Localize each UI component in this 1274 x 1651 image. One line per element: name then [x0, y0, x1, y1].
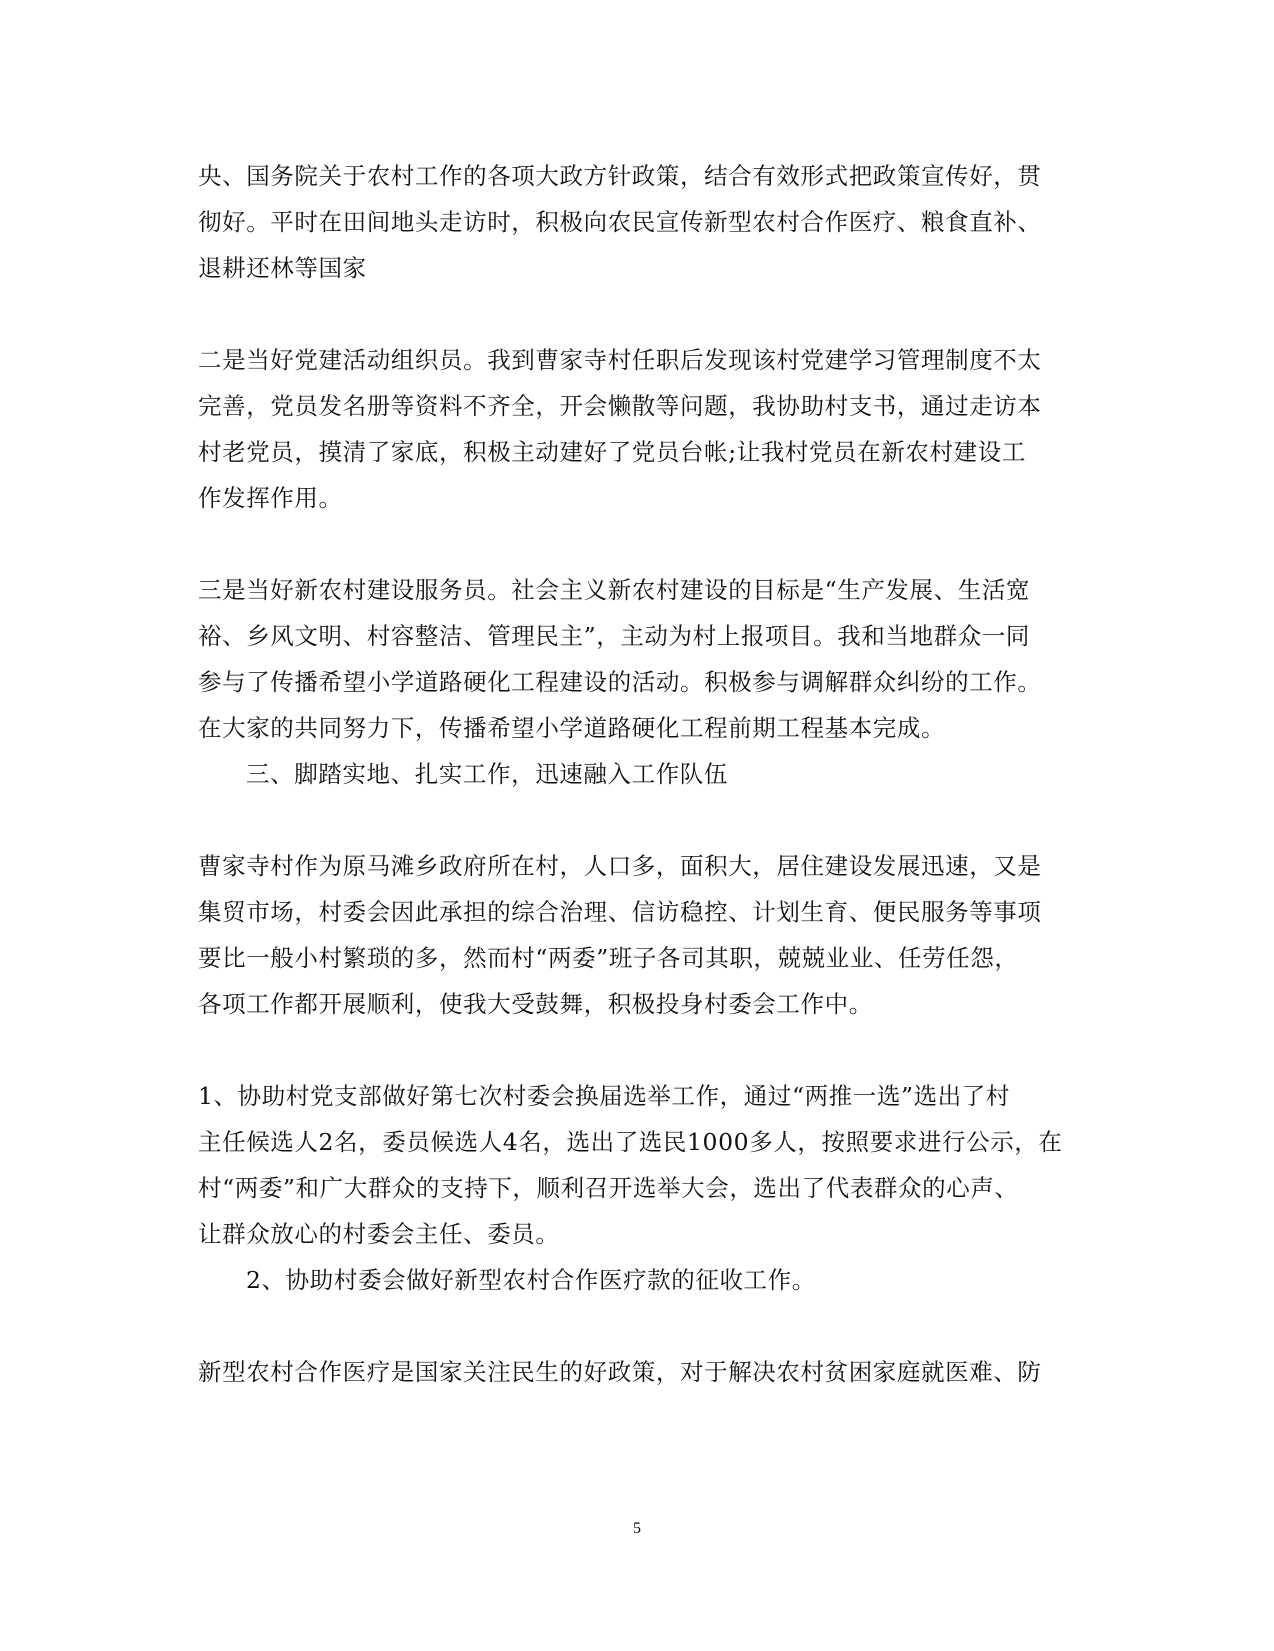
text-line: 退耕还林等国家: [198, 254, 367, 282]
text-line: 村老党员，摸清了家底，积极主动建好了党员台帐;让我村党员在新农村建设工: [198, 438, 1026, 466]
text-line: 完善，党员发名册等资料不齐全，开会懒散等问题，我协助村支书，通过走访本: [198, 392, 1042, 420]
text-line: 让群众放心的村委会主任、委员。: [198, 1220, 560, 1248]
text-line: 在大家的共同努力下，传播希望小学道路硬化工程前期工程基本完成。: [198, 714, 946, 742]
text-line: 主任候选人2名，委员候选人4名，选出了选民1000多人，按照要求进行公示，在: [198, 1128, 1063, 1156]
text-line: 央、国务院关于农村工作的各项大政方针政策，结合有效形式把政策宣传好，贯: [198, 162, 1042, 190]
text-line: 村“两委”和广大群众的支持下，顺利召开选举大会，选出了代表群众的心声、: [198, 1174, 1019, 1202]
text-line: 新型农村合作医疗是国家关注民生的好政策，对于解决农村贫困家庭就医难、防: [198, 1358, 1042, 1386]
text-line: 1、协助村党支部做好第七次村委会换届选举工作，通过“两推一选”选出了村: [198, 1082, 1010, 1110]
text-line: 要比一般小村繁琐的多，然而村“两委”班子各司其职，兢兢业业、任劳任怨，: [198, 944, 1019, 972]
text-line: 裕、乡风文明、村容整洁、管理民主”，主动为村上报项目。我和当地群众一同: [198, 622, 1031, 650]
text-line: 二是当好党建活动组织员。我到曹家寺村任职后发现该村党建学习管理制度不太: [198, 346, 1042, 374]
page-number: 5: [633, 1520, 641, 1537]
list-item: 2、协助村委会做好新型农村合作医疗款的征收工作。: [246, 1266, 816, 1294]
text-line: 彻好。平时在田间地头走访时，积极向农民宣传新型农村合作医疗、粮食直补、: [198, 208, 1042, 236]
text-line: 三是当好新农村建设服务员。社会主义新农村建设的目标是“生产发展、生活宽: [198, 576, 1031, 604]
text-line: 各项工作都开展顺利，使我大受鼓舞，积极投身村委会工作中。: [198, 990, 873, 1018]
text-line: 参与了传播希望小学道路硬化工程建设的活动。积极参与调解群众纠纷的工作。: [198, 668, 1042, 696]
text-line: 集贸市场，村委会因此承担的综合治理、信访稳控、计划生育、便民服务等事项: [198, 898, 1042, 926]
text-line: 作发挥作用。: [198, 484, 343, 512]
section-heading: 三、脚踏实地、扎实工作，迅速融入工作队伍: [246, 760, 728, 788]
text-line: 曹家寺村作为原马滩乡政府所在村，人口多，面积大，居住建设发展迅速，又是: [198, 852, 1042, 880]
